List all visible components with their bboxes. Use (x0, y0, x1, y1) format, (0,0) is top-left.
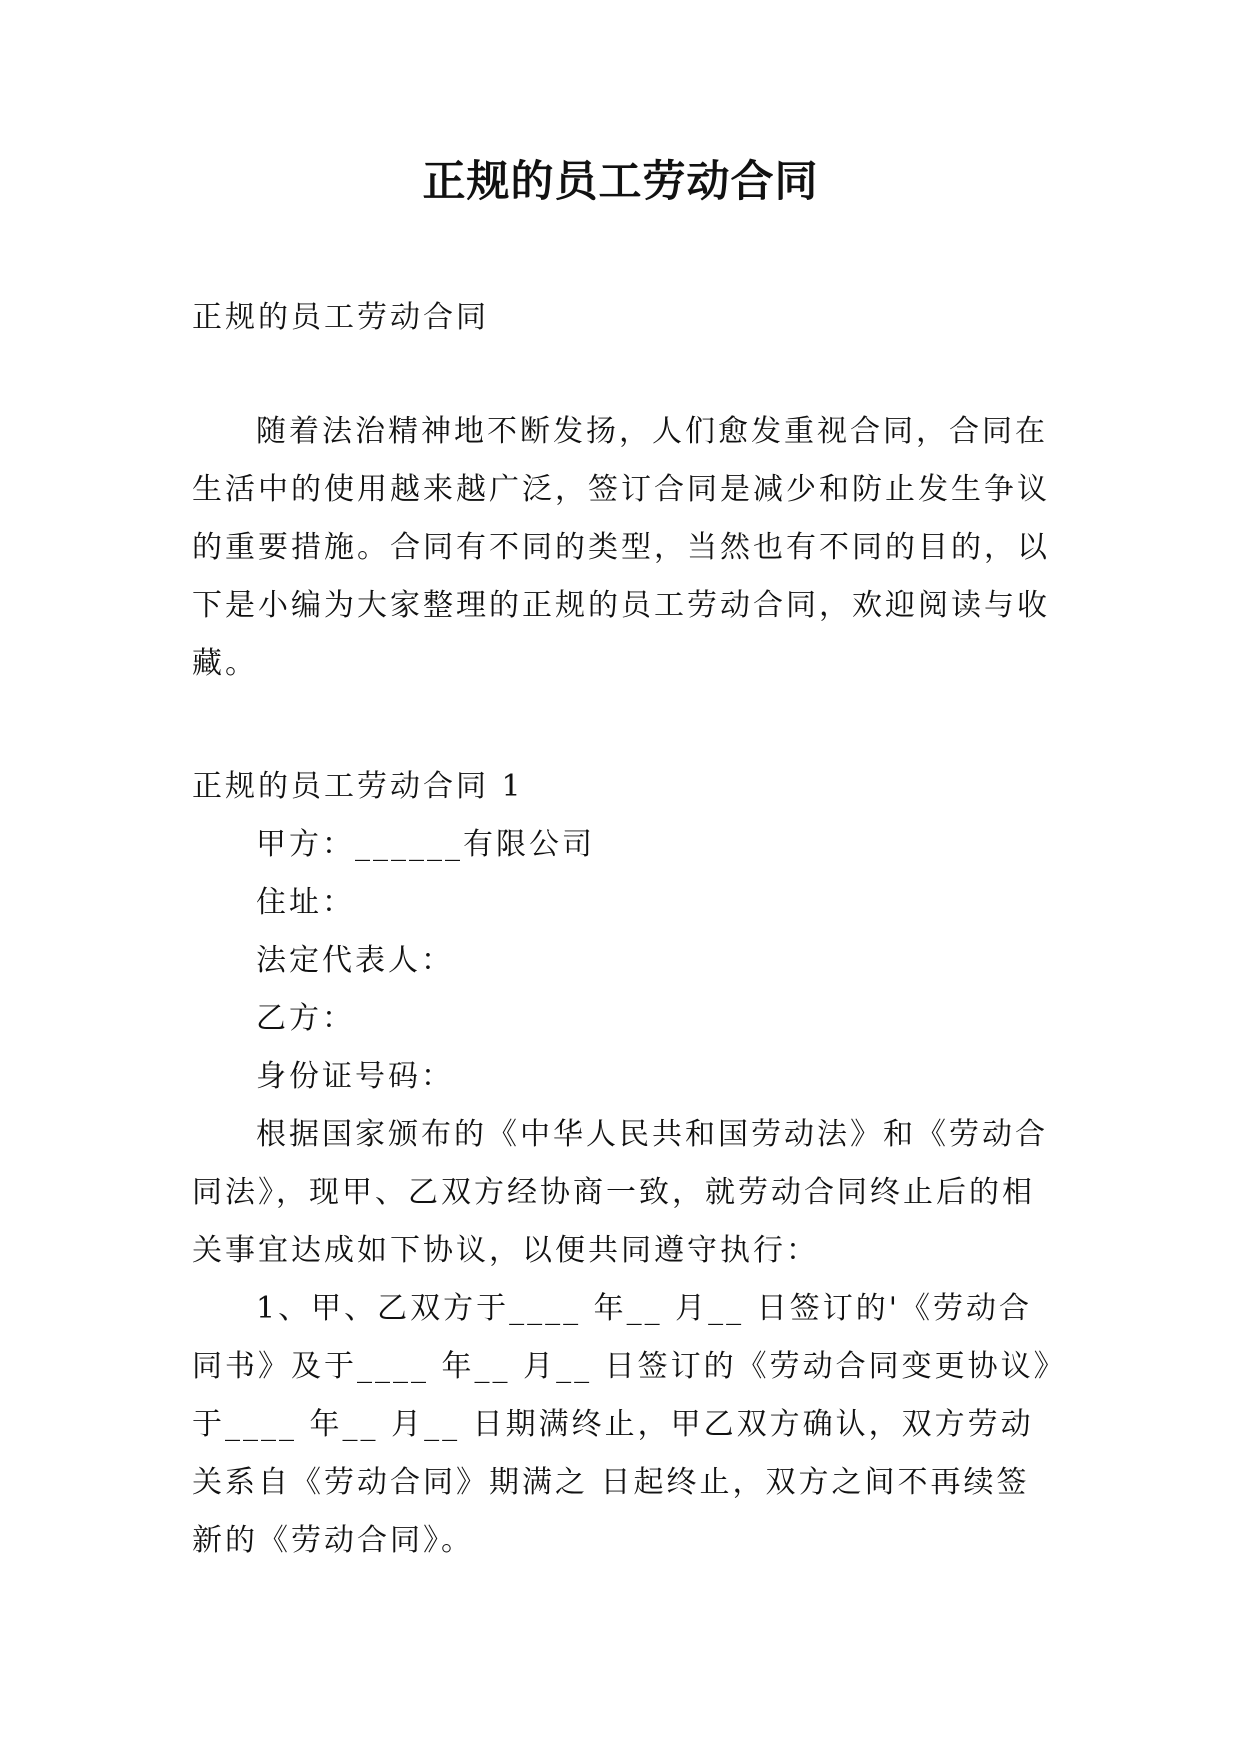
party-a-line: 甲方：______有限公司 (256, 827, 595, 862)
basis-paragraph: 根据国家颁布的《中华人民共和国劳动法》和《劳动合同法》，现甲、乙双方经协商一致，就劳动合同终止后的相关事宜达成如下协议，以便共同遵守执行： (192, 1117, 1048, 1268)
section-heading: 正规的员工劳动合同 1 (192, 769, 524, 804)
document-title: 正规的员工劳动合同 (422, 157, 819, 207)
address-line: 住址： (256, 885, 355, 920)
document-subtitle: 正规的员工劳动合同 (192, 300, 489, 335)
clause-1-paragraph: 1、甲、乙双方于____ 年__ 月__ 日签订的'《劳动合同书》及于____ 年__ 月__ 日签订的《劳动合同变更协议》于____ 年__ 月__ 日期满终止，甲乙双方确认，双方劳动关系自《劳动合同》期满之 日起终止，双方之间不再续签新的《劳动合同》。 (192, 1291, 1052, 1558)
contract-section (192, 758, 1060, 1570)
legal-representative-line: 法定代表人： (256, 943, 454, 978)
id-number-line: 身份证号码： (256, 1059, 454, 1094)
party-b-line: 乙方： (256, 1001, 355, 1036)
intro-paragraph: 随着法治精神地不断发扬，人们愈发重视合同，合同在生活中的使用越来越广泛，签订合同是减少和防止发生争议的重要措施。合同有不同的类型，当然也有不同的目的，以下是小编为大家整理的正规的员工劳动合同，欢迎阅读与收藏。 (192, 414, 1050, 681)
